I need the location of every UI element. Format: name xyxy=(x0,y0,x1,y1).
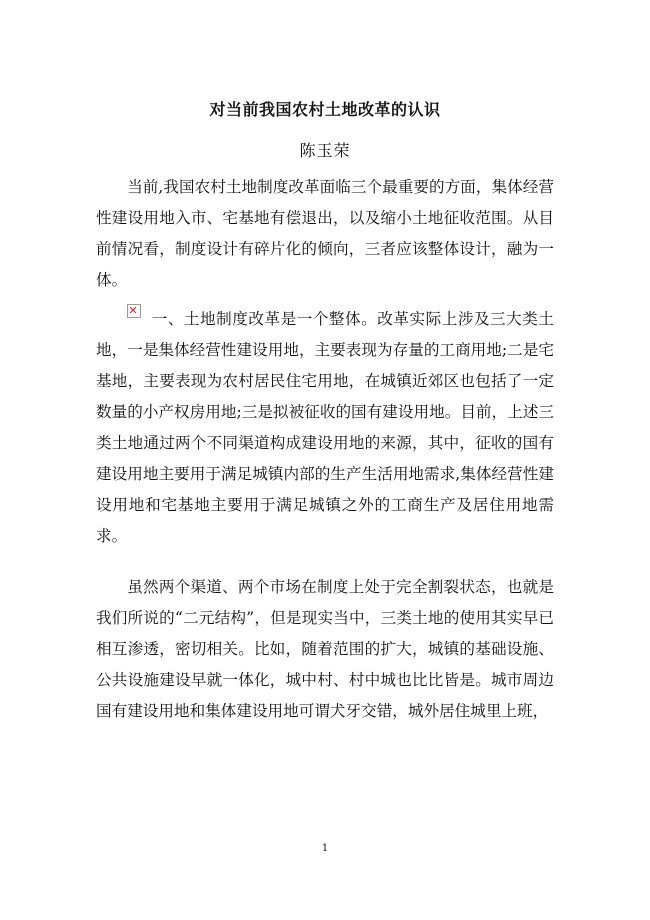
paragraph-section-one-text: 一、土地制度改革是一个整体。改革实际上涉及三大类土地，一是集体经营性建设用地，主要表现为存量的工商用地;二是宅基地，主要表现为农村居民住宅用地，在城镇近郊区也包括了一定数量的小产权房用地;三是拟被征收的国有建设用地。目前，上述三类土地通过两个不同渠道构成建设用地的来源，其中，征收的国有建设用地主要用于满足城镇内部的生产生活用地需求,集体经营性建设用地和宅基地主要用于满足城镇之外的工商生产及居住用地需求。 xyxy=(96,310,554,545)
paragraph-section-one xyxy=(96,304,554,552)
paragraph-dual-structure: 虽然两个渠道、两个市场在制度上处于完全割裂状态，也就是我们所说的“二元结构”，但是现实当中，三类土地的使用其实早已相互渗透，密切相关。比如，随着范围的扩大，城镇的基础设施、公共设施建设早就一体化，城中村、村中城也比比皆是。城市周边国有建设用地和集体建设用地可谓犬牙交错，城外居住城里上班， xyxy=(96,578,554,720)
document-body xyxy=(96,172,554,727)
paragraph-intro: 当前,我国农村土地制度改革面临三个最重要的方面，集体经营性建设用地入市、宅基地有偿退出，以及缩小土地征收范围。从目前情况看，制度设计有碎片化的倾向，三者应该整体设计，融为一体。 xyxy=(96,178,554,289)
document-title: 对当前我国农村土地改革的认识 xyxy=(209,100,441,119)
broken-image-icon xyxy=(127,304,141,318)
page-number: 1 xyxy=(321,843,329,854)
document-author: 陈玉荣 xyxy=(299,141,351,160)
